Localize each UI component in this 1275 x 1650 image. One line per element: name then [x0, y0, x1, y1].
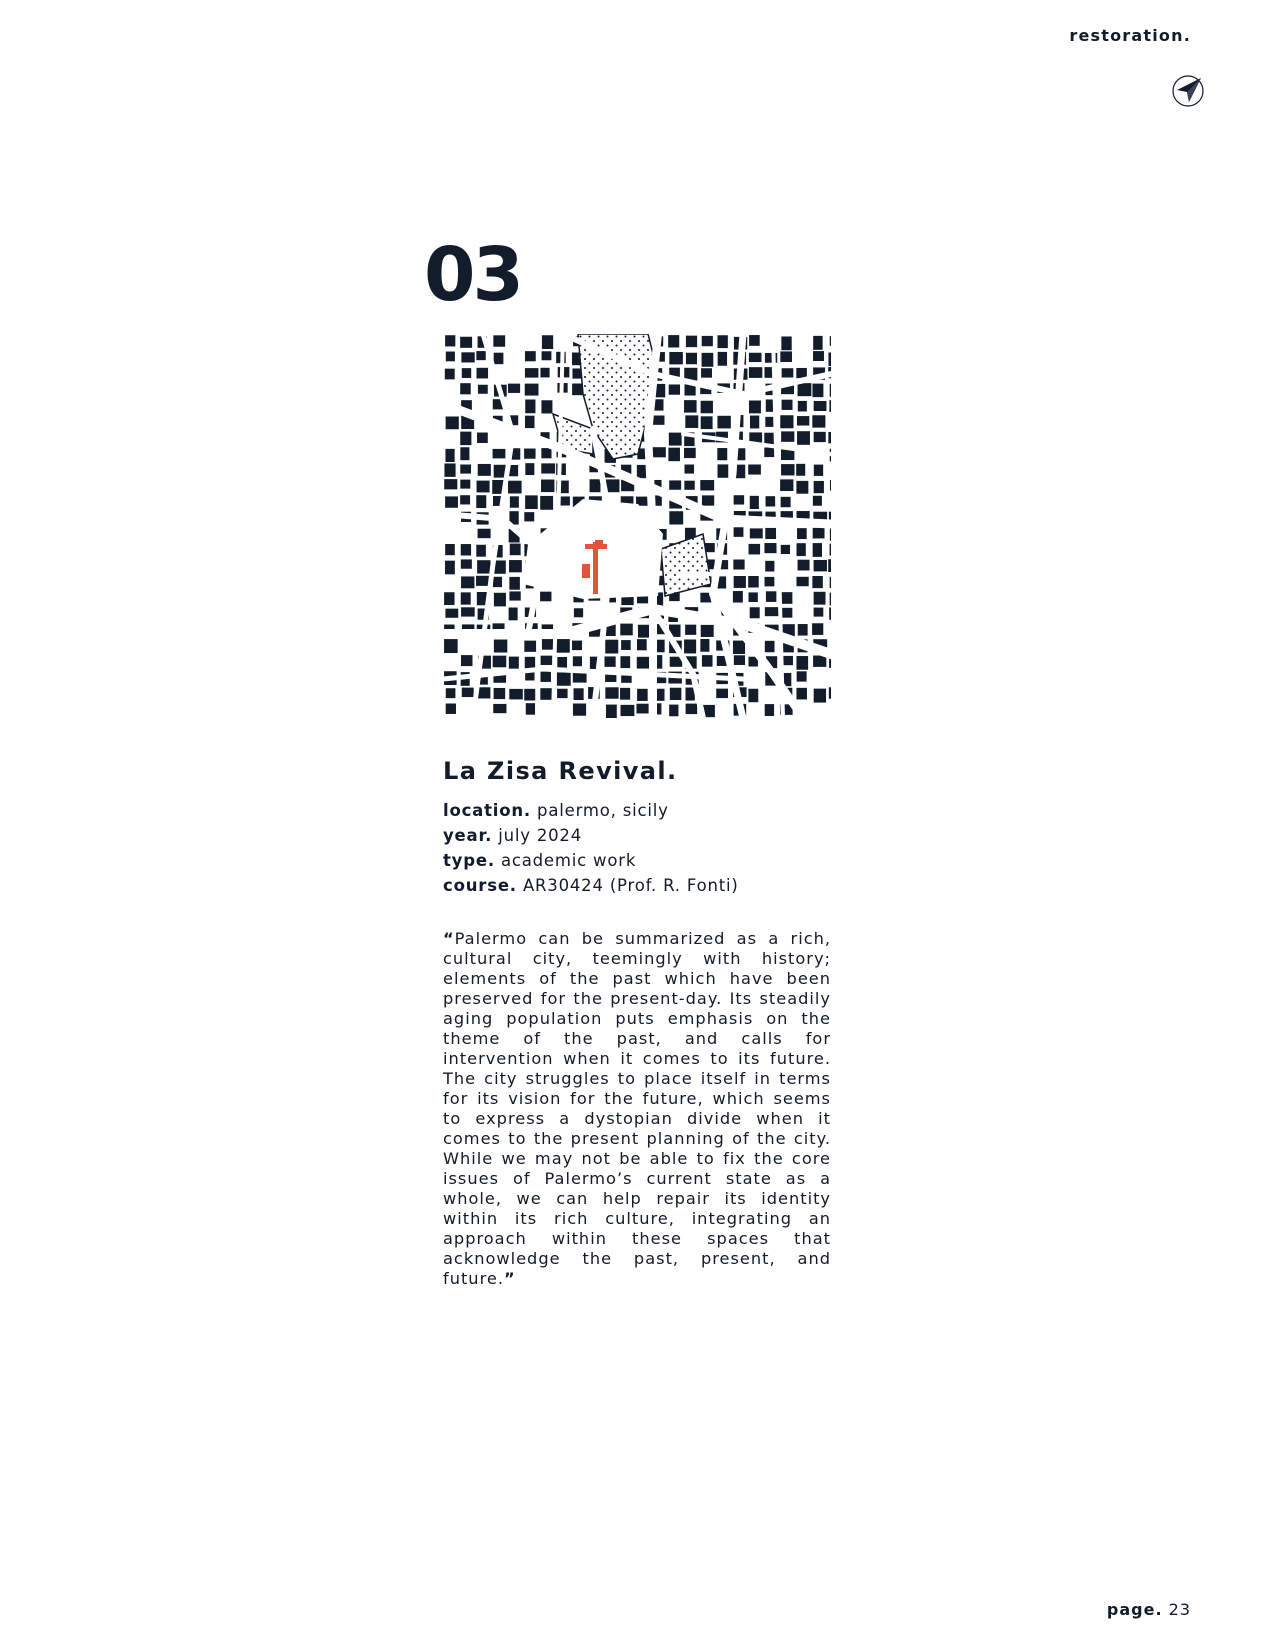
open-quote-mark: “	[443, 929, 455, 948]
page-label: page.	[1106, 1600, 1163, 1619]
meta-year	[443, 823, 739, 848]
meta-value: july 2024	[498, 826, 583, 845]
page-number: 23	[1168, 1600, 1191, 1619]
project-title: La Zisa Revival.	[443, 757, 678, 785]
meta-course	[443, 873, 739, 898]
meta-value: palermo, sicily	[537, 801, 669, 820]
site-map	[443, 334, 831, 718]
project-number: 03	[424, 232, 521, 318]
compass-arrow-icon	[1171, 74, 1205, 108]
meta-value: AR30424 (Prof. R. Fonti)	[522, 876, 739, 895]
close-quote-mark: ”	[503, 1269, 516, 1288]
project-meta	[443, 798, 739, 898]
meta-location	[443, 798, 739, 823]
project-quote	[443, 929, 831, 1289]
meta-type	[443, 848, 739, 873]
meta-value: academic work	[500, 851, 637, 870]
meta-key: type.	[443, 851, 495, 870]
section-label: restoration.	[1069, 26, 1191, 45]
meta-key: location.	[443, 801, 531, 820]
quote-text: Palermo can be summarized as a rich, cultural city, teemingly with history; elements of the past which have been preserved for the present-day. Its steadily aging population puts emphasis on the theme of the past, and calls for intervention when it comes to its future. The city struggles to place itself in terms for its vision for the future, which seems to express a dystopian divide when it comes to the present planning of the city. While we may not be able to fix the core issues of Palermo’s current state as a whole, we can help repair its identity within its rich culture, integrating an approach within these spaces that acknowledge the past, present, and future.	[443, 929, 831, 1288]
page-footer	[1107, 1600, 1191, 1619]
meta-key: year.	[443, 826, 493, 845]
meta-key: course.	[443, 876, 517, 895]
